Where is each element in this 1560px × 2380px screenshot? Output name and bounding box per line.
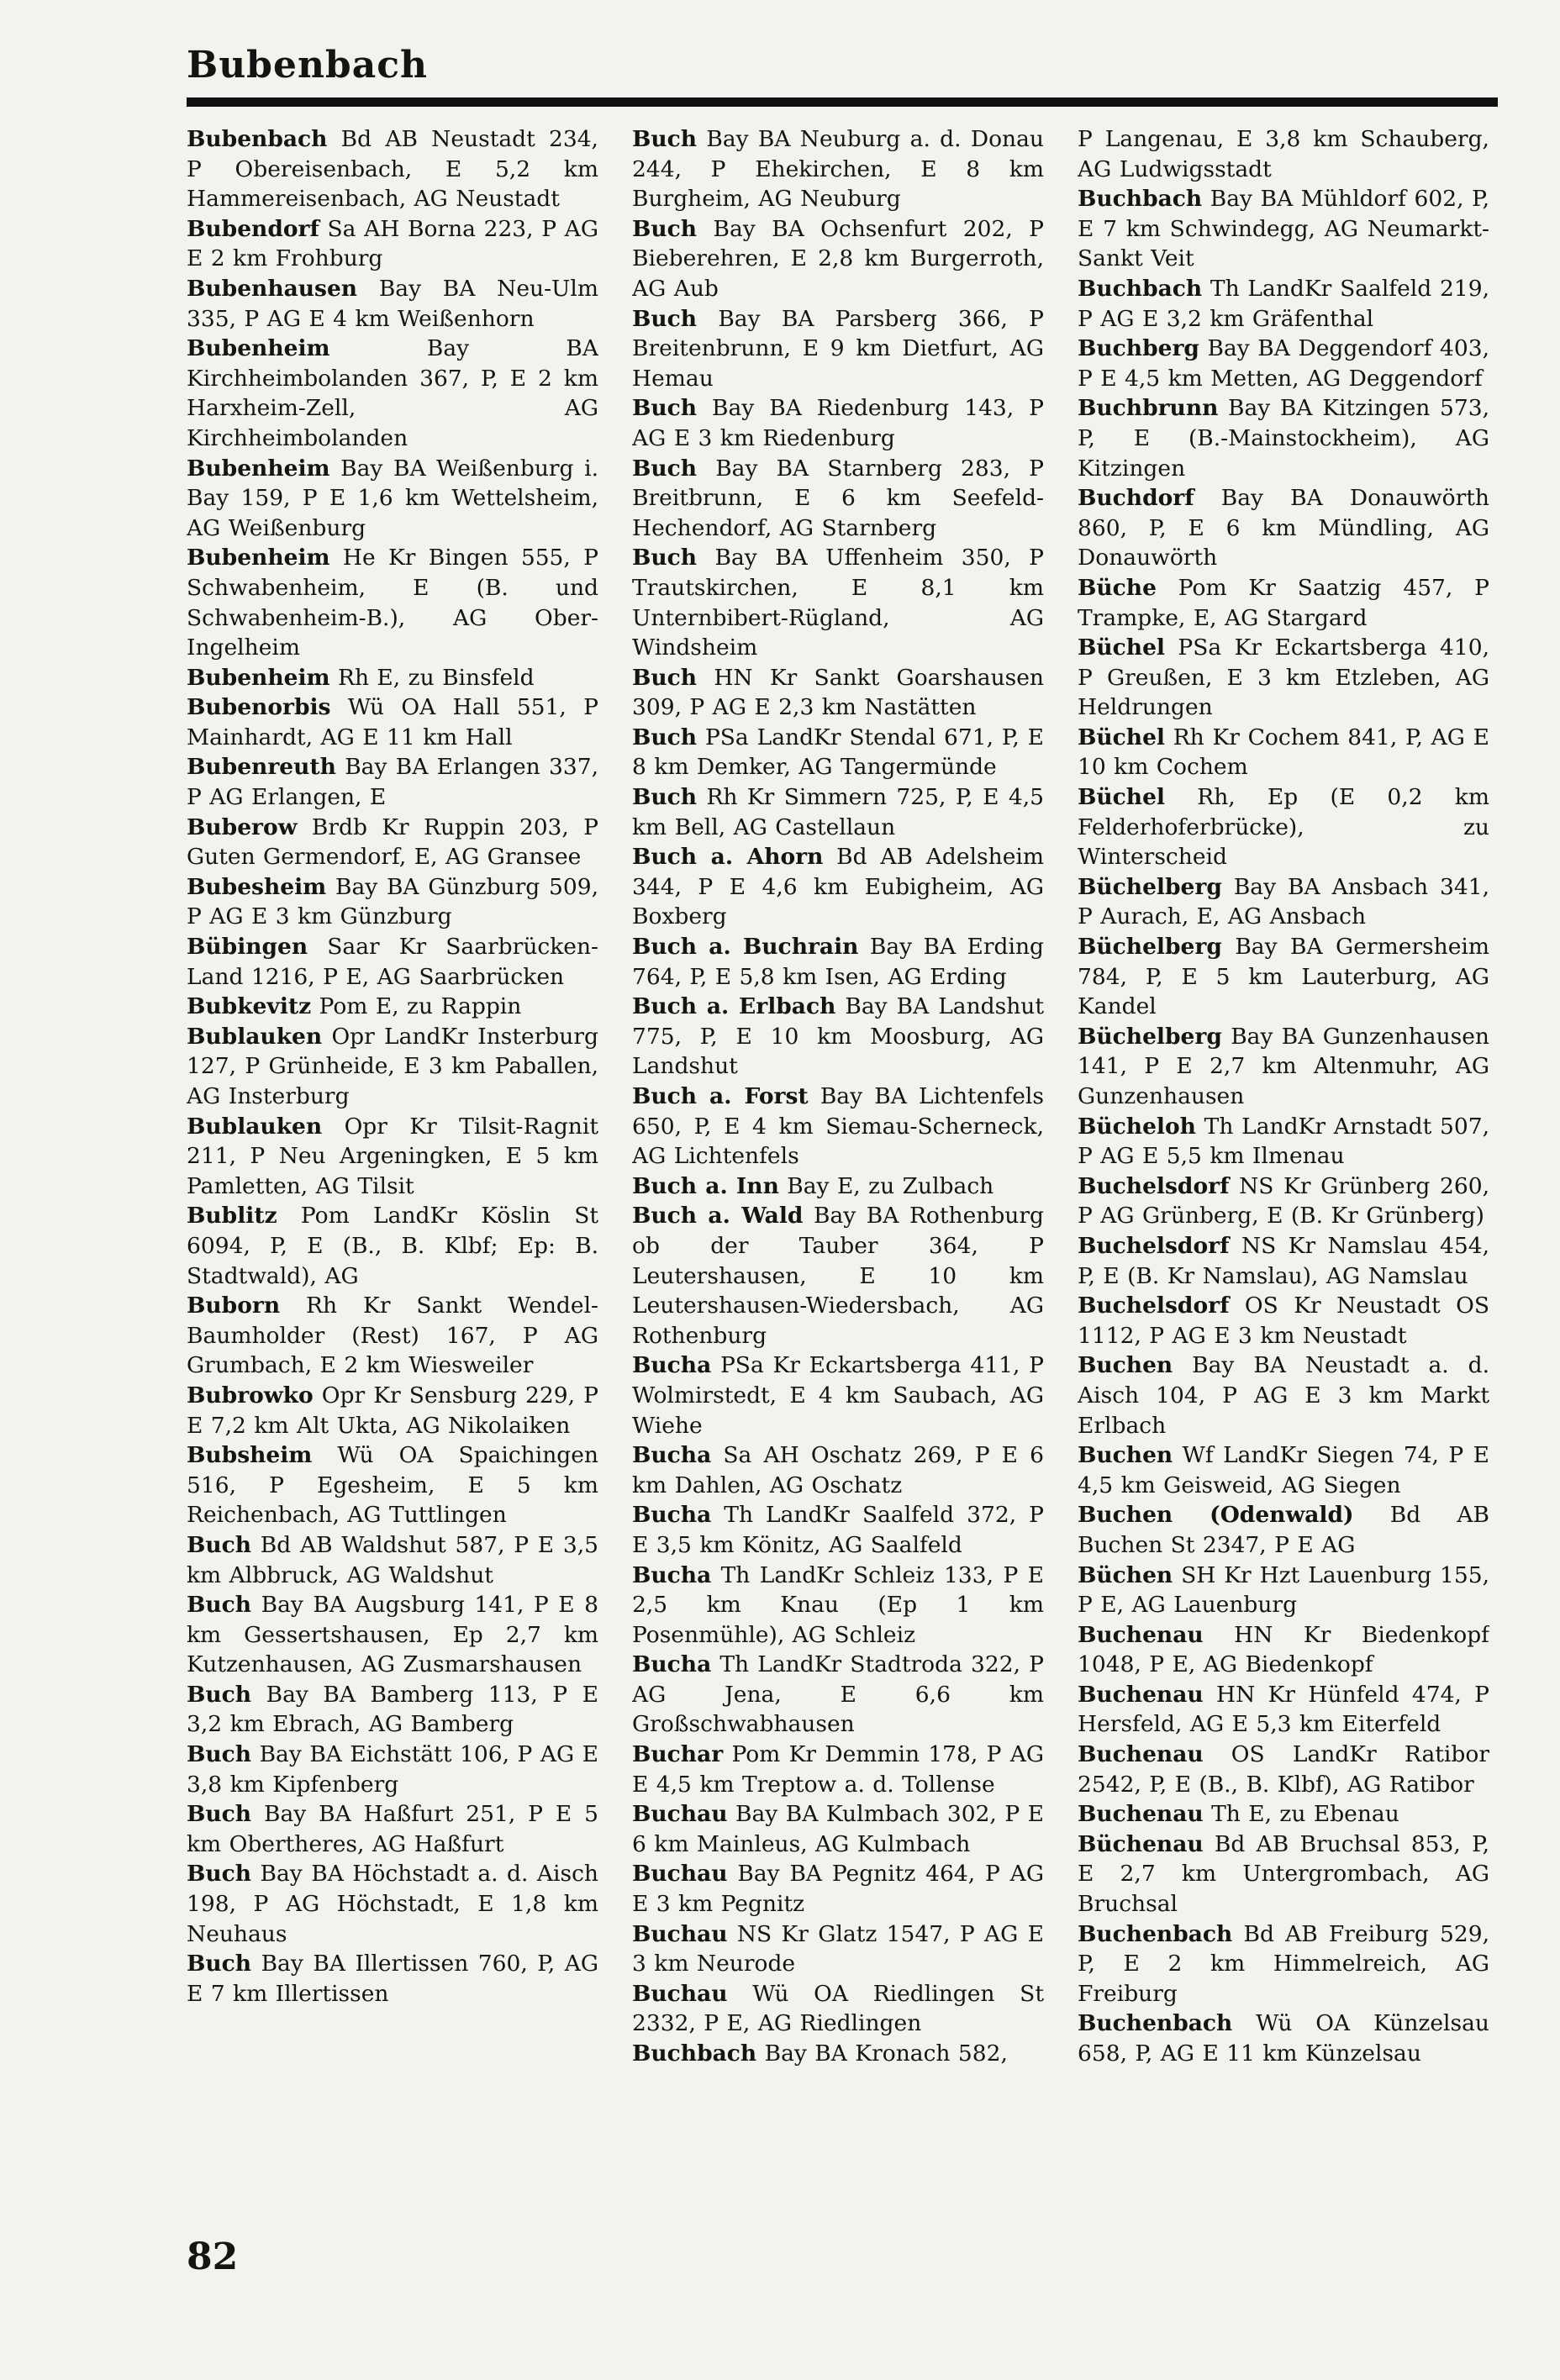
entry-details: Bd AB Waldshut 587, P E 3,5 km Albbruck, AG Waldshut: [187, 1531, 598, 1588]
entry-details: PSa Kr Eckartsberga 410, P Greußen, E 3 km Etzleben, AG Heldrungen: [1078, 634, 1489, 721]
entry-headword: Buch a. Erlbach: [632, 993, 836, 1020]
entry-headword: Bubsheim: [187, 1442, 313, 1469]
gazetteer-entry: [632, 1979, 1044, 2039]
gazetteer-entry: [1078, 1799, 1489, 1830]
entry-headword: Buchau: [632, 1920, 728, 1947]
gazetteer-entry: [1078, 1291, 1489, 1351]
entry-headword: Bucha: [632, 1352, 712, 1379]
entry-headword: Buch: [187, 1861, 252, 1888]
gazetteer-entry: [187, 1799, 598, 1859]
entry-headword: Buch: [187, 1531, 252, 1558]
entry-details: Th LandKr Saalfeld 372, P E 3,5 km Könitz, AG Saalfeld: [632, 1502, 1044, 1558]
entry-headword: Buberow: [187, 814, 298, 840]
entry-details: Bay BA Erlangen 337, P AG Erlangen, E: [187, 754, 598, 811]
entry-headword: Buch: [632, 305, 698, 332]
gazetteer-entry: [632, 454, 1044, 544]
entry-details: NS Kr Namslau 454, P, E (B. Kr Namslau), AG Namslau: [1078, 1232, 1489, 1289]
page-number: 82: [187, 2235, 239, 2278]
gazetteer-entry: [632, 1082, 1044, 1172]
entry-headword: Bubkevitz: [187, 993, 312, 1020]
entry-headword: Büchelberg: [1078, 934, 1222, 961]
gazetteer-entry: [1078, 723, 1489, 782]
gazetteer-entry: [1078, 1172, 1489, 1231]
gazetteer-entry: [632, 1172, 1044, 1202]
entry-headword: Bubenbach: [187, 126, 328, 152]
gazetteer-entry: [632, 723, 1044, 782]
entry-headword: Buch a. Wald: [632, 1203, 804, 1229]
gazetteer-entry: [187, 1590, 598, 1680]
gazetteer-entry: [1078, 1680, 1489, 1740]
entry-details: Bay BA Kitzingen 573, P, E (B.-Mainstockheim), AG Kitzingen: [1078, 395, 1489, 482]
gazetteer-entry: [1078, 1440, 1489, 1500]
gazetteer-entry: [187, 1859, 598, 1949]
gazetteer-entry: [632, 1740, 1044, 1799]
entry-details: Bay BA Ansbach 341, P Aurach, E, AG Ansbach: [1078, 873, 1489, 930]
entry-headword: Buchar: [632, 1741, 724, 1768]
entry-headword: Buchau: [632, 1801, 728, 1828]
gazetteer-entry: [632, 992, 1044, 1082]
entry-headword: Bubenheim: [187, 664, 330, 691]
entry-details: Bay E, zu Zulbach: [778, 1172, 994, 1199]
gazetteer-entry: [187, 124, 598, 214]
gazetteer-entry: [1078, 1919, 1489, 2009]
entry-headword: Buchelsdorf: [1078, 1232, 1230, 1259]
entry-details: Bay BA Neuburg a. d. Donau 244, P Ehekirchen, E 8 km Burgheim, AG Neuburg: [632, 126, 1044, 213]
entry-headword: Buch: [187, 1801, 252, 1828]
gazetteer-entry: [1078, 932, 1489, 1022]
entry-details: Opr Kr Tilsit-Ragnit 211, P Neu Argeningken, E 5 km Pamletten, AG Tilsit: [187, 1113, 598, 1199]
entry-headword: Buchenbach: [1078, 2010, 1233, 2037]
entry-details: He Kr Bingen 555, P Schwabenheim, E (B. und Schwabenheim-B.), AG Ober-Ingelheim: [187, 545, 598, 661]
gazetteer-entry: [1078, 184, 1489, 274]
entry-headword: Büchen: [1078, 1561, 1173, 1588]
gazetteer-entry: [632, 663, 1044, 723]
gazetteer-entry: [187, 1530, 598, 1590]
entry-headword: Buchau: [632, 1861, 728, 1888]
entry-headword: Buch: [187, 1741, 252, 1768]
entry-details: Wü OA Hall 551, P Mainhardt, AG E 11 km Hall: [187, 694, 598, 750]
entry-details: Th LandKr Arnstadt 507, P AG E 5,5 km Ilmenau: [1078, 1113, 1489, 1170]
entry-details: HN Kr Hünfeld 474, P Hersfeld, AG E 5,3 km Eiterfeld: [1078, 1681, 1489, 1738]
entry-headword: Buch a. Buchrain: [632, 934, 859, 961]
entry-details: Pom LandKr Köslin St 6094, P, E (B., B. Klbf; Ep: B. Stadtwald), AG: [187, 1203, 598, 1289]
entry-headword: Buch: [632, 724, 698, 750]
gazetteer-entry: [187, 1949, 598, 2009]
gazetteer-entry: [1078, 2009, 1489, 2068]
entry-headword: Bubesheim: [187, 873, 327, 900]
gazetteer-entry: [187, 872, 598, 932]
gazetteer-entry: [632, 842, 1044, 932]
entry-headword: Buch: [632, 455, 698, 482]
entry-headword: Bubenheim: [187, 455, 330, 482]
gazetteer-entry: [632, 1859, 1044, 1919]
entry-details: Bay BA Uffenheim 350, P Trautskirchen, E 8,1 km Unternbibert-Rügland, AG Windsheim: [632, 545, 1044, 661]
entry-details: HN Kr Biedenkopf 1048, P E, AG Biedenkopf: [1078, 1621, 1489, 1678]
entry-headword: Büche: [1078, 574, 1157, 601]
gazetteer-entry: [1078, 393, 1489, 483]
gazetteer-entry: [632, 1201, 1044, 1351]
entry-headword: Buchenau: [1078, 1681, 1204, 1708]
entry-headword: Buchbrunn: [1078, 395, 1219, 422]
entry-headword: Bubenheim: [187, 335, 330, 362]
entry-headword: Buch: [632, 215, 698, 242]
gazetteer-entry: [187, 1022, 598, 1112]
gazetteer-entry: [187, 1740, 598, 1799]
entry-headword: Buchberg: [1078, 335, 1199, 362]
entry-headword: Buch: [187, 1592, 252, 1619]
entry-details: Wf LandKr Siegen 74, P E 4,5 km Geisweid, AG Siegen: [1078, 1442, 1489, 1498]
entry-headword: Buchbach: [1078, 186, 1203, 213]
entry-details: Bay BA Weißenburg i. Bay 159, P E 1,6 km Wettelsheim, AG Weißenburg: [187, 455, 598, 541]
entry-headword: Bubenorbis: [187, 694, 331, 721]
gazetteer-entry: [632, 932, 1044, 992]
gazetteer-entry: [1078, 483, 1489, 573]
entry-details: SH Kr Hzt Lauenburg 155, P E, AG Lauenburg: [1078, 1561, 1489, 1619]
entry-details: Bay BA Kronach 582,: [756, 2040, 1008, 2067]
gazetteer-entry: [632, 1351, 1044, 1440]
entry-headword: Buchenau: [1078, 1621, 1204, 1648]
gazetteer-entry: [1078, 1561, 1489, 1620]
entry-details: Brdb Kr Ruppin 203, P Guten Germendorf, E, AG Gransee: [187, 814, 598, 871]
column-3: [1078, 124, 1489, 2209]
gazetteer-entry: [632, 124, 1044, 214]
gazetteer-entry: [1078, 124, 1489, 184]
entry-details: Bay BA Landshut 775, P, E 10 km Moosburg, AG Landshut: [632, 993, 1044, 1080]
entry-headword: Büchelberg: [1078, 1023, 1222, 1050]
entry-headword: Buchenau: [1078, 1741, 1204, 1768]
entry-details: Bay BA Neu-Ulm 335, P AG E 4 km Weißenhorn: [187, 275, 598, 332]
entry-details: Bay BA Starnberg 283, P Breitbrunn, E 6 km Seefeld-Hechendorf, AG Starnberg: [632, 455, 1044, 541]
entry-details: PSa Kr Eckartsberga 411, P Wolmirstedt, E 4 km Saubach, AG Wiehe: [632, 1352, 1044, 1439]
entry-headword: Büchelberg: [1078, 873, 1222, 900]
gazetteer-entry: [632, 1500, 1044, 1560]
gazetteer-entry: [1078, 1022, 1489, 1112]
entry-details: OS LandKr Ratibor 2542, P, E (B., B. Klbf), AG Ratibor: [1078, 1741, 1489, 1798]
entry-headword: Büchel: [1078, 784, 1165, 811]
gazetteer-entry: [632, 782, 1044, 842]
gazetteer-entry: [187, 214, 598, 274]
entry-headword: Bublauken: [187, 1023, 323, 1050]
gazetteer-entry: [1078, 633, 1489, 723]
entry-details: Wü OA Künzelsau 658, P, AG E 11 km Künzelsau: [1078, 2010, 1489, 2067]
entry-details: Bay BA Gunzenhausen 141, P E 2,7 km Altenmuhr, AG Gunzenhausen: [1078, 1023, 1489, 1109]
entry-details: Bd AB Neustadt 234, P Obereisenbach, E 5,2 km Hammereisenbach, AG Neustadt: [187, 126, 598, 213]
entry-headword: Buchdorf: [1078, 485, 1194, 512]
entry-details: P Langenau, E 3,8 km Schauberg, AG Ludwigsstadt: [1078, 126, 1489, 182]
entry-headword: Bublauken: [187, 1113, 323, 1140]
entry-details: Bay BA Höchstadt a. d. Aisch 198, P AG Höchstadt, E 1,8 km Neuhaus: [187, 1861, 598, 1947]
entry-headword: Buch: [632, 664, 698, 691]
entry-details: Bay BA Günzburg 509, P AG E 3 km Günzburg: [187, 873, 598, 930]
entry-headword: Buchau: [632, 1980, 728, 2007]
entry-details: Pom Kr Demmin 178, P AG E 4,5 km Treptow a. d. Tollense: [632, 1741, 1044, 1798]
entry-headword: Buch a. Forst: [632, 1083, 809, 1109]
entry-details: Sa AH Borna 223, P AG E 2 km Frohburg: [187, 215, 598, 272]
entry-details: Saar Kr Saarbrücken-Land 1216, P E, AG Saarbrücken: [187, 934, 598, 990]
gazetteer-entry: [187, 1112, 598, 1202]
gazetteer-entry: [632, 543, 1044, 662]
gazetteer-entry: [632, 1799, 1044, 1859]
gazetteer-entry: [187, 752, 598, 812]
gazetteer-entry: [632, 304, 1044, 394]
entry-details: Th E, zu Ebenau: [1203, 1801, 1399, 1828]
entry-headword: Buchenbach: [1078, 1920, 1233, 1947]
entry-details: Bay BA Parsberg 366, P Breitenbrunn, E 9 km Dietfurt, AG Hemau: [632, 305, 1044, 392]
gazetteer-entry: [187, 992, 598, 1022]
page-header: Bubenbach: [187, 44, 428, 87]
entry-details: Rh E, zu Binsfeld: [329, 664, 535, 691]
gazetteer-entry: [632, 1561, 1044, 1651]
gazetteer-columns: [187, 124, 1498, 2209]
entry-headword: Buch a. Ahorn: [632, 844, 824, 871]
entry-details: NS Kr Grünberg 260, P AG Grünberg, E (B. Kr Grünberg): [1078, 1172, 1489, 1229]
entry-headword: Bubrowko: [187, 1382, 314, 1409]
entry-details: Rh Kr Sankt Wendel-Baumholder (Rest) 167, P AG Grumbach, E 2 km Wiesweiler: [187, 1293, 598, 1379]
gazetteer-entry: [187, 274, 598, 334]
entry-details: Bay BA Lichtenfels 650, P, E 4 km Siemau-Scherneck, AG Lichtenfels: [632, 1083, 1044, 1170]
entry-headword: Buch: [632, 784, 698, 811]
entry-details: Bay BA Erding 764, P, E 5,8 km Isen, AG Erding: [632, 934, 1044, 990]
entry-details: Bay BA Kirchheimbolanden 367, P, E 2 km Harxheim-Zell, AG Kirchheimbolanden: [187, 335, 598, 451]
entry-details: Th LandKr Schleiz 133, P E 2,5 km Knau (Ep 1 km Posenmühle), AG Schleiz: [632, 1561, 1044, 1648]
gazetteer-entry: [1078, 573, 1489, 633]
entry-headword: Buchen: [1078, 1442, 1173, 1469]
entry-details: Bd AB Buchen St 2347, P E AG: [1078, 1502, 1489, 1558]
entry-headword: Buch: [187, 1681, 252, 1708]
entry-details: Bay BA Germersheim 784, P, E 5 km Lauterburg, AG Kandel: [1078, 934, 1489, 1020]
entry-headword: Buch: [632, 126, 698, 152]
gazetteer-entry: [632, 1440, 1044, 1500]
entry-details: Rh Kr Cochem 841, P, AG E 10 km Cochem: [1078, 724, 1489, 781]
gazetteer-entry: [187, 1440, 598, 1530]
gazetteer-entry: [632, 2039, 1044, 2069]
entry-headword: Bücheloh: [1078, 1113, 1196, 1140]
gazetteer-entry: [632, 214, 1044, 304]
entry-headword: Buch a. Inn: [632, 1172, 779, 1199]
entry-details: Bay BA Augsburg 141, P E 8 km Gessertshausen, Ep 2,7 km Kutzenhausen, AG Zusmarshausen: [187, 1592, 598, 1678]
entry-headword: Buchbach: [632, 2040, 757, 2067]
entry-details: Pom Kr Saatzig 457, P Trampke, E, AG Stargard: [1078, 574, 1489, 631]
gazetteer-entry: [187, 663, 598, 693]
entry-headword: Buch: [632, 545, 698, 571]
gazetteer-entry: [187, 1680, 598, 1740]
gazetteer-entry: [187, 334, 598, 453]
entry-details: Sa AH Oschatz 269, P E 6 km Dahlen, AG Oschatz: [632, 1442, 1044, 1498]
entry-headword: Bubenreuth: [187, 754, 336, 781]
entry-details: Bay BA Riedenburg 143, P AG E 3 km Riedenburg: [632, 395, 1044, 451]
entry-details: Bay BA Haßfurt 251, P E 5 km Obertheres, AG Haßfurt: [187, 1801, 598, 1857]
entry-headword: Buchen (Odenwald): [1078, 1502, 1354, 1529]
entry-details: Bay BA Kulmbach 302, P E 6 km Mainleus, AG Kulmbach: [632, 1801, 1044, 1857]
entry-details: Rh Kr Simmern 725, P, E 4,5 km Bell, AG Castellaun: [632, 784, 1044, 840]
entry-details: NS Kr Glatz 1547, P AG E 3 km Neurode: [632, 1920, 1044, 1977]
entry-details: Wü OA Riedlingen St 2332, P E, AG Riedlingen: [632, 1980, 1044, 2037]
entry-headword: Buchen: [1078, 1352, 1173, 1379]
entry-headword: Bucha: [632, 1561, 712, 1588]
entry-details: OS Kr Neustadt OS 1112, P AG E 3 km Neustadt: [1078, 1293, 1489, 1349]
gazetteer-entry: [187, 1381, 598, 1440]
gazetteer-entry: [1078, 1740, 1489, 1799]
entry-headword: Bublitz: [187, 1203, 277, 1229]
gazetteer-entry: [187, 813, 598, 872]
gazetteer-entry: [1078, 872, 1489, 932]
entry-headword: Buborn: [187, 1293, 281, 1319]
gazetteer-entry: [1078, 1112, 1489, 1172]
entry-headword: Büchel: [1078, 634, 1165, 661]
entry-details: Opr Kr Sensburg 229, P E 7,2 km Alt Ukta, AG Nikolaiken: [187, 1382, 598, 1439]
entry-headword: Bubenheim: [187, 545, 330, 571]
column-1: [187, 124, 598, 2209]
entry-headword: Buch: [632, 395, 698, 422]
entry-details: PSa LandKr Stendal 671, P, E 8 km Demker, AG Tangermünde: [632, 724, 1044, 781]
gazetteer-entry: [187, 932, 598, 992]
entry-details: Th LandKr Stadtroda 322, P AG Jena, E 6,6 km Großschwabhausen: [632, 1651, 1044, 1738]
gazetteer-entry: [1078, 1351, 1489, 1440]
gazetteer-entry: [1078, 1231, 1489, 1291]
entry-details: Wü OA Spaichingen 516, P Egesheim, E 5 km Reichenbach, AG Tuttlingen: [187, 1442, 598, 1529]
gazetteer-entry: [1078, 1620, 1489, 1680]
entry-headword: Bucha: [632, 1442, 712, 1469]
entry-headword: Buchenau: [1078, 1801, 1204, 1828]
entry-headword: Buchelsdorf: [1078, 1293, 1230, 1319]
entry-headword: Bucha: [632, 1502, 712, 1529]
entry-headword: Büchel: [1078, 724, 1165, 750]
entry-headword: Buchbach: [1078, 275, 1203, 302]
entry-headword: Buch: [187, 1951, 252, 1977]
entry-headword: Bübingen: [187, 934, 308, 961]
gazetteer-entry: [187, 692, 598, 752]
entry-details: Bay BA Ochsenfurt 202, P Bieberehren, E 2,8 km Burgerroth, AG Aub: [632, 215, 1044, 302]
entry-details: Pom E, zu Rappin: [311, 993, 522, 1020]
entry-headword: Bubenhausen: [187, 275, 358, 302]
entry-details: Bay BA Mühldorf 602, P, E 7 km Schwindegg, AG Neumarkt-Sankt Veit: [1078, 186, 1489, 272]
gazetteer-entry: [1078, 334, 1489, 393]
gazetteer-entry: [632, 1919, 1044, 1979]
gazetteer-entry: [187, 454, 598, 544]
column-2: [632, 124, 1044, 2209]
entry-details: Bay BA Eichstätt 106, P AG E 3,8 km Kipfenberg: [187, 1741, 598, 1798]
gazetteer-entry: [187, 543, 598, 662]
entry-details: HN Kr Sankt Goarshausen 309, P AG E 2,3 km Nastätten: [632, 664, 1044, 721]
entry-details: Bd AB Adelsheim 344, P E 4,6 km Eubigheim, AG Boxberg: [632, 844, 1044, 930]
entry-details: Bd AB Bruchsal 853, P, E 2,7 km Untergrombach, AG Bruchsal: [1078, 1830, 1489, 1918]
entry-headword: Büchenau: [1078, 1830, 1204, 1857]
gazetteer-entry: [1078, 782, 1489, 872]
entry-details: Bay BA Donauwörth 860, P, E 6 km Mündling, AG Donauwörth: [1078, 485, 1489, 571]
entry-details: Bay BA Neustadt a. d. Aisch 104, P AG E 3 km Markt Erlbach: [1078, 1352, 1489, 1439]
entry-details: Rh, Ep (E 0,2 km Felderhoferbrücke), zu Winterscheid: [1078, 784, 1489, 871]
entry-headword: Bubendorf: [187, 215, 319, 242]
gazetteer-entry: [1078, 274, 1489, 334]
entry-details: Th LandKr Saalfeld 219, P AG E 3,2 km Gräfenthal: [1078, 275, 1489, 332]
entry-details: Bay BA Rothenburg ob der Tauber 364, P Leutershausen, E 10 km Leutershausen-Wiedersbach, AG Rothenburg: [632, 1203, 1044, 1349]
entry-details: Bay BA Illertissen 760, P, AG E 7 km Illertissen: [187, 1951, 598, 2007]
gazetteer-entry: [187, 1201, 598, 1291]
entry-details: Bay BA Bamberg 113, P E 3,2 km Ebrach, AG Bamberg: [187, 1681, 598, 1738]
gazetteer-entry: [632, 393, 1044, 453]
entry-headword: Bucha: [632, 1651, 712, 1678]
gazetteer-entry: [1078, 1830, 1489, 1919]
entry-headword: Buchelsdorf: [1078, 1172, 1230, 1199]
entry-details: Bay BA Deggendorf 403, P E 4,5 km Metten, AG Deggendorf: [1078, 335, 1489, 392]
gazetteer-entry: [1078, 1500, 1489, 1560]
header-rule: [187, 97, 1498, 107]
entry-details: Bay BA Pegnitz 464, P AG E 3 km Pegnitz: [632, 1861, 1044, 1918]
gazetteer-entry: [632, 1650, 1044, 1740]
entry-details: Bd AB Freiburg 529, P, E 2 km Himmelreich, AG Freiburg: [1078, 1920, 1489, 2007]
gazetteer-entry: [187, 1291, 598, 1381]
entry-details: Opr LandKr Insterburg 127, P Grünheide, E 3 km Paballen, AG Insterburg: [187, 1023, 598, 1109]
